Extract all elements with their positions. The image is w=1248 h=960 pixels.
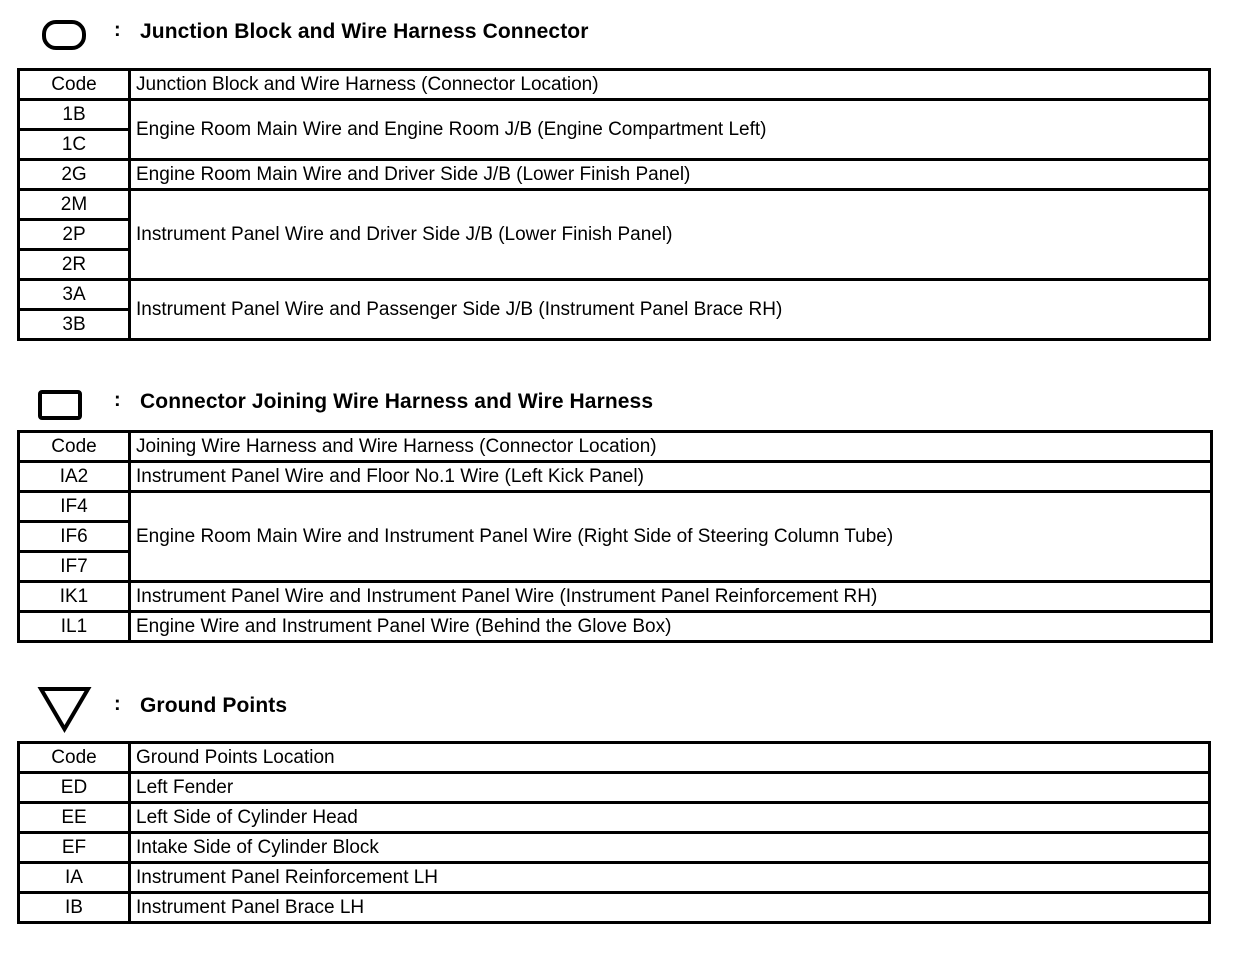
description-cell: Instrument Panel Wire and Instrument Panel Wire (Instrument Panel Reinforcement RH) [130,582,1212,612]
table-header-row [19,743,1210,773]
connector-joining-table [17,430,1213,643]
header-description: Joining Wire Harness and Wire Harness (Connector Location) [130,432,1212,462]
table-row [19,190,1210,220]
table-header-row [19,70,1210,100]
table-row [19,833,1210,863]
table-row [19,100,1210,130]
code-cell: EE [19,803,130,833]
description-cell: Instrument Panel Wire and Driver Side J/B (Lower Finish Panel) [130,190,1210,280]
code-cell: IF7 [19,552,130,582]
header-code: Code [19,432,130,462]
code-cell: 2M [19,190,130,220]
description-cell: Instrument Panel Brace LH [130,893,1210,923]
table-row [19,773,1210,803]
table-row [19,492,1212,522]
code-cell: ED [19,773,130,803]
table-row [19,160,1210,190]
section-title: Connector Joining Wire Harness and Wire Harness [140,390,654,413]
code-cell: IF4 [19,492,130,522]
header-description: Ground Points Location [130,743,1210,773]
section-title: Ground Points [140,694,288,717]
header-code: Code [19,70,130,100]
table-row [19,803,1210,833]
header-description: Junction Block and Wire Harness (Connector Location) [130,70,1210,100]
description-cell: Engine Wire and Instrument Panel Wire (Behind the Glove Box) [130,612,1212,642]
code-cell: 2R [19,250,130,280]
code-cell: 1B [19,100,130,130]
table-row [19,612,1212,642]
code-cell: IF6 [19,522,130,552]
description-cell: Instrument Panel Wire and Passenger Side J/B (Instrument Panel Brace RH) [130,280,1210,340]
description-cell: Engine Room Main Wire and Instrument Panel Wire (Right Side of Steering Column Tube) [130,492,1212,582]
description-cell: Instrument Panel Wire and Floor No.1 Wire (Left Kick Panel) [130,462,1212,492]
code-cell: 3B [19,310,130,340]
code-cell: 2P [19,220,130,250]
code-cell: EF [19,833,130,863]
code-cell: IB [19,893,130,923]
section-colon: : [114,389,121,411]
code-cell: IA2 [19,462,130,492]
code-cell: IL1 [19,612,130,642]
junction-block-table [17,68,1211,341]
table-row [19,582,1212,612]
section-ground-points-header [0,684,1248,732]
table-header-row [19,432,1212,462]
description-cell: Intake Side of Cylinder Block [130,833,1210,863]
code-cell: 3A [19,280,130,310]
header-code: Code [19,743,130,773]
description-cell: Engine Room Main Wire and Engine Room J/B (Engine Compartment Left) [130,100,1210,160]
section-colon: : [114,19,121,41]
description-cell: Left Side of Cylinder Head [130,803,1210,833]
section-title: Junction Block and Wire Harness Connector [140,20,589,43]
table-row [19,280,1210,310]
code-cell: 1C [19,130,130,160]
table-row [19,893,1210,923]
section-junction-block-header [0,10,1248,58]
description-cell: Instrument Panel Reinforcement LH [130,863,1210,893]
section-colon: : [114,693,121,715]
triangle-down-icon [37,684,93,734]
code-cell: IK1 [19,582,130,612]
ground-points-table [17,741,1211,924]
rounded-rectangle-icon [40,18,90,54]
table-row [19,462,1212,492]
table-row [19,863,1210,893]
rectangle-icon [36,388,86,424]
description-cell: Left Fender [130,773,1210,803]
section-connector-joining-header [0,380,1248,428]
description-cell: Engine Room Main Wire and Driver Side J/B (Lower Finish Panel) [130,160,1210,190]
code-cell: IA [19,863,130,893]
code-cell: 2G [19,160,130,190]
